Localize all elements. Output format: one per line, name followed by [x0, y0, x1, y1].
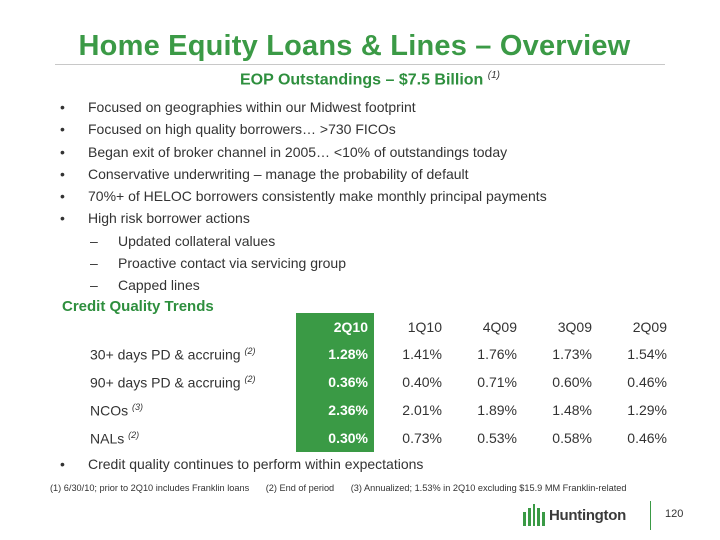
row-label	[83, 340, 296, 368]
row-label	[83, 424, 296, 452]
bullet-item: • Conservative underwriting – manage the probability of default	[60, 163, 547, 185]
closing-bullet	[60, 456, 423, 472]
brand-name: Huntington	[549, 506, 626, 524]
sub-bullet-item: – Proactive contact via servicing group	[60, 252, 547, 274]
table-cell: 0.73%	[402, 430, 442, 446]
table-cell: 0.58%	[552, 430, 592, 446]
bullet-item: • Began exit of broker channel in 2005… <10% of outstandings today	[60, 141, 547, 163]
table-cell: 0.71%	[477, 374, 517, 390]
table-row	[83, 424, 674, 452]
row-label	[83, 396, 296, 424]
table-row	[83, 368, 674, 396]
table-cell: 2.01%	[402, 402, 442, 418]
row-label-text: NALs	[90, 430, 125, 447]
slide-subtitle	[0, 70, 720, 89]
table-cell: 2.36%	[296, 396, 374, 424]
row-footnote-ref: (2)	[244, 345, 256, 356]
bullet-list	[60, 96, 547, 297]
footnote: (2) End of period	[265, 483, 335, 493]
header-spacer	[83, 313, 296, 340]
bullet-item: • 70%+ of HELOC borrowers consistently make monthly principal payments	[60, 185, 547, 207]
table-cell: 0.36%	[296, 368, 374, 396]
column-header: 2Q09	[632, 318, 667, 335]
sub-bullet-item: – Capped lines	[60, 274, 547, 296]
table-cell: 0.46%	[627, 430, 667, 446]
row-footnote-ref: (2)	[128, 429, 140, 440]
credit-quality-heading: Credit Quality Trends	[62, 298, 214, 315]
table-cell: 0.40%	[402, 374, 442, 390]
row-label-text: 30+ days PD & accruing	[90, 346, 241, 363]
sub-bullet-item: – Updated collateral values	[60, 230, 547, 252]
table-cell: 1.73%	[552, 346, 592, 362]
huntington-logo-icon	[523, 504, 545, 526]
row-label	[83, 368, 296, 396]
table-cell: 0.46%	[627, 374, 667, 390]
table-cell: 1.89%	[477, 402, 517, 418]
column-header: 3Q09	[557, 318, 592, 335]
column-header: 4Q09	[482, 318, 517, 335]
table-cell: 1.76%	[477, 346, 517, 362]
row-footnote-ref: (3)	[132, 401, 144, 412]
row-label-text: NCOs	[90, 402, 129, 419]
table-cell: 1.29%	[627, 402, 667, 418]
footnote: (1) 6/30/10; prior to 2Q10 includes Franklin loans	[50, 483, 250, 493]
table-cell: 1.48%	[552, 402, 592, 418]
table-row	[83, 396, 674, 424]
table-header-row	[83, 313, 674, 340]
row-label-text: 90+ days PD & accruing	[90, 374, 241, 391]
table-cell: 0.60%	[552, 374, 592, 390]
column-header: 1Q10	[407, 318, 442, 335]
closing-bullet-text: Credit quality continues to perform within expectations	[88, 456, 424, 472]
page-number: 120	[665, 508, 684, 520]
table-row	[83, 340, 674, 368]
footnote: (3) Annualized; 1.53% in 2Q10 excluding $15.9 MM Franklin-related	[350, 483, 627, 493]
table-cell: 0.30%	[296, 424, 374, 452]
footnotes	[50, 483, 641, 493]
subtitle-footnote-ref: (1)	[487, 70, 500, 81]
table-cell: 1.54%	[627, 346, 667, 362]
bullet-item: • High risk borrower actions	[60, 207, 547, 229]
table-cell: 1.28%	[296, 340, 374, 368]
credit-quality-table	[83, 313, 674, 452]
slide-title: Home Equity Loans & Lines – Overview	[78, 30, 631, 62]
column-header: 2Q10	[296, 313, 374, 340]
subtitle-text: EOP Outstandings – $7.5 Billion	[240, 71, 484, 89]
table-cell: 0.53%	[477, 430, 517, 446]
bullet-item: • Focused on geographies within our Midwest footprint	[60, 96, 547, 118]
title-divider	[55, 64, 665, 65]
huntington-logo	[523, 504, 626, 526]
table-cell: 1.41%	[402, 346, 442, 362]
footer-divider	[650, 501, 651, 530]
bullet-item: • Focused on high quality borrowers… >730 FICOs	[60, 118, 547, 140]
row-footnote-ref: (2)	[244, 373, 256, 384]
